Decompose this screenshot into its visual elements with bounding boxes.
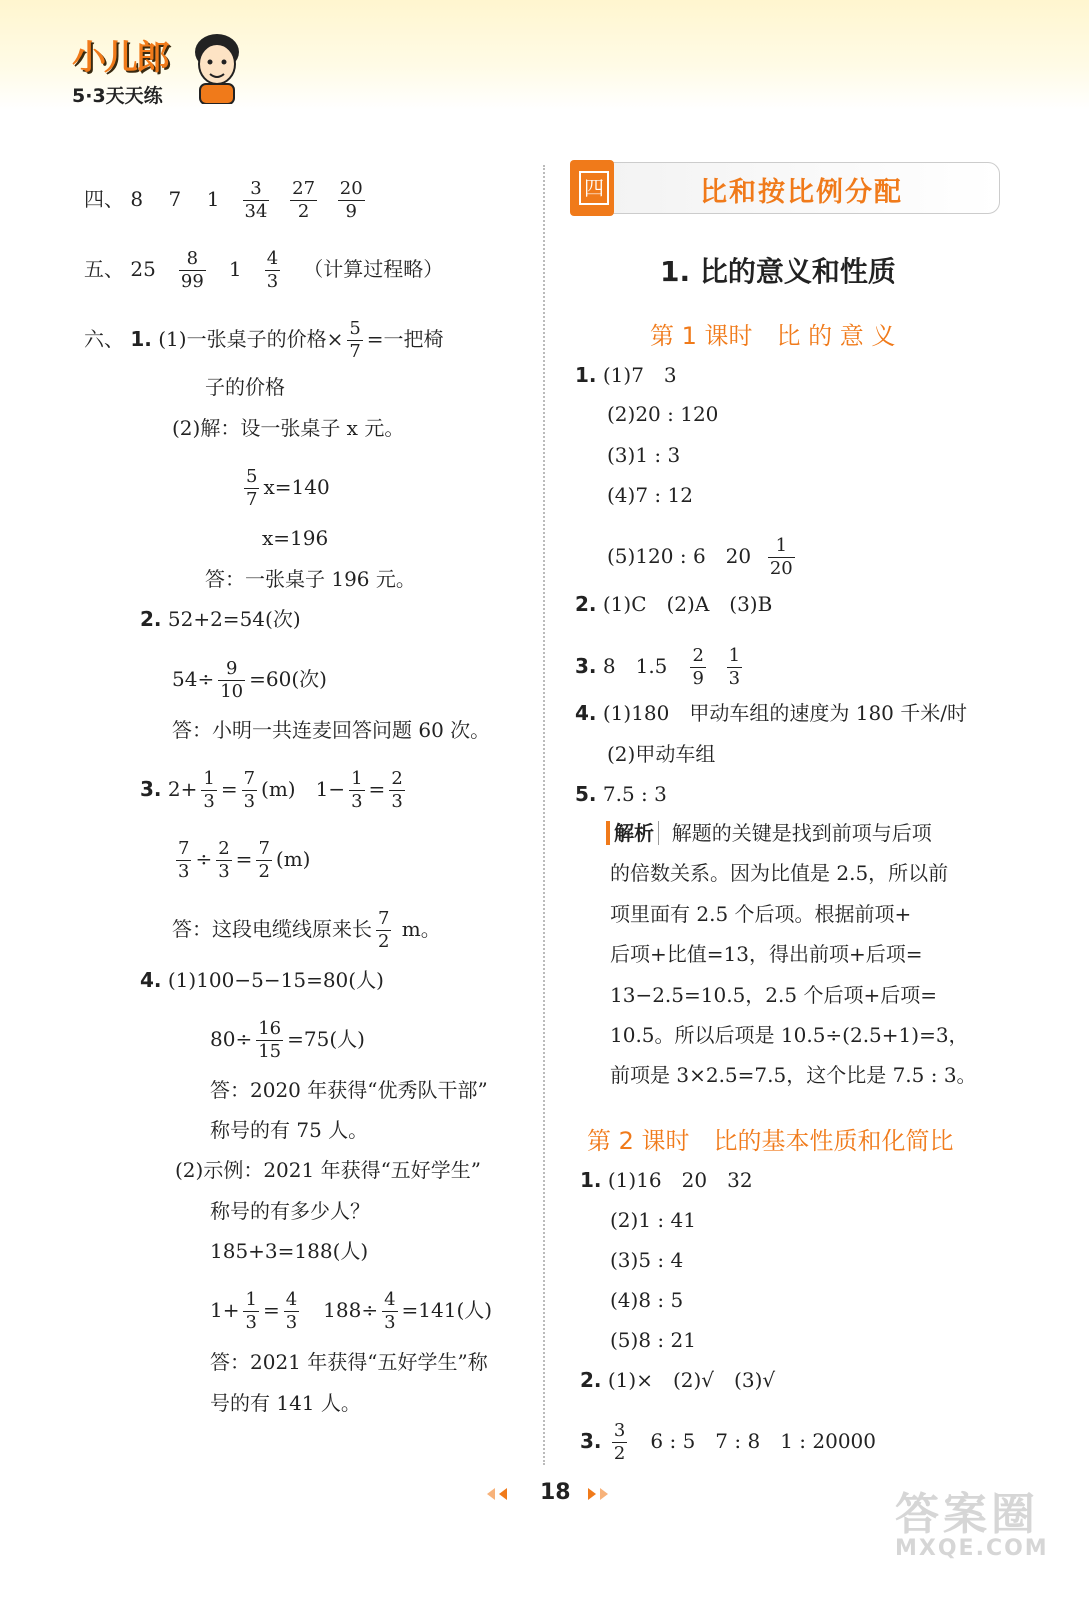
question-number: 4. (575, 701, 597, 725)
watermark (895, 1478, 1049, 1561)
next-arrow-icon[interactable] (588, 1488, 596, 1500)
analysis-line: 项里面有 2.5 个后项。根据前项+ (610, 901, 912, 926)
question-number: 5. (575, 782, 597, 806)
q6-4b-equation: 1+ $\frac{1}{3}$ = $\frac{4}{3}$ 188÷ $\frac{4}{3}$ =141(人) (210, 1289, 493, 1333)
fraction: $\frac{2}{3}$ (218, 838, 230, 882)
q6-label: 六、 (84, 327, 124, 351)
analysis-line: 13−2.5=10.5，2.5 个后项+后项= (610, 982, 937, 1007)
watermark-text: 答案圈 (895, 1489, 1039, 1540)
chapter-title: 比和按比例分配 (700, 177, 903, 208)
chapter-number: 四 (579, 171, 609, 205)
q6-4b-cont: 称号的有多少人？ (210, 1199, 370, 1223)
q5-fraction: $\frac{4}{3}$ (266, 248, 279, 292)
q6-1a-text: =一把椅 (366, 327, 444, 351)
fraction: $\frac{1}{20}$ (769, 535, 793, 579)
fraction: $\frac{7}{3}$ (243, 768, 256, 812)
fraction: $\frac{2}{3}$ (391, 768, 403, 812)
q6-1-answer: 答：一张桌子 196 元。 (205, 567, 416, 591)
q6-3-equation: $\frac{7}{3}$ ÷ $\frac{2}{3}$ = $\frac{7}{2}$ (m) (178, 838, 311, 882)
fraction: $\frac{5}{7}$ (349, 318, 361, 362)
lesson-title: 第 1 课时 比 的 意 义 (650, 322, 896, 350)
q4-label: 四、 (84, 187, 124, 211)
q6-4-answer-cont: 称号的有 75 人。 (210, 1118, 369, 1142)
q6-4b-calc: 185+3=188(人) (210, 1239, 369, 1263)
watermark-url: MXQE.COM (895, 1536, 1049, 1561)
q5-line (84, 248, 443, 293)
l2-q1-b: (2)1 : 41 (610, 1208, 696, 1232)
q5-value: 25 (130, 257, 156, 281)
q6-3-number: 3. (140, 777, 162, 801)
fraction: $\frac{1}{3}$ (203, 768, 215, 812)
q6-3-line: 3. 2+ $\frac{1}{3}$ = $\frac{7}{3}$ (m) 1− $\frac{1}{3}$ = $\frac{2}{3}$ (140, 768, 403, 812)
q6-1b-equation: $\frac{5}{7}$ x=140 (246, 466, 330, 510)
analysis-tag: 解析 (606, 821, 659, 845)
q6-3-answer: 答：这段电缆线原来长 $\frac{7}{2}$ m。 (172, 908, 441, 952)
l2-q3-line: 3. $\frac{3}{2}$ 6 : 5 7 : 8 1 : 20000 (580, 1420, 877, 1464)
mascot-icon (190, 30, 244, 104)
l1-q1-line: 1. (1)7 3 (575, 363, 677, 387)
q6-1b-result: x=196 (262, 526, 329, 550)
fraction: $\frac{1}{3}$ (351, 768, 363, 812)
question-number: 2. (580, 1368, 602, 1392)
q6-4-equation: 80÷ $\frac{16}{15}$ =75(人) (210, 1018, 365, 1062)
q6-1a-cont: 子的价格 (205, 375, 285, 399)
q6-1a-text: (1)一张桌子的价格× (158, 327, 344, 351)
fraction: $\frac{1}{3}$ (245, 1289, 257, 1333)
q5-fraction: $\frac{8}{99}$ (180, 248, 204, 292)
l1-q2-line: 2. (1)C (2)A (3)B (575, 592, 773, 616)
l1-q1-e: (5)120 : 6 20 $\frac{1}{20}$ (607, 535, 793, 579)
logo-brand: 小儿郎 (72, 38, 168, 78)
logo (72, 30, 168, 108)
q6-1b-line: (2)解：设一张桌子 x 元。 (172, 416, 405, 440)
l1-q1-b: (2)20 : 120 (607, 402, 719, 426)
fraction: $\frac{5}{7}$ (246, 466, 258, 510)
analysis-line: 10.5。所以后项是 10.5÷(2.5+1)=3， (610, 1023, 969, 1048)
q4-fraction: $\frac{27}{2}$ (292, 178, 316, 222)
question-number: 1. (575, 363, 597, 387)
question-number: 1. (580, 1168, 602, 1192)
q5-value: 1 (228, 257, 242, 281)
analysis-line: 后项+比值=13，得出前项+后项= (610, 942, 923, 967)
q4-value: 8 (130, 187, 144, 211)
fraction: $\frac{7}{2}$ (258, 838, 270, 882)
l1-q1-c: (3)1 : 3 (607, 443, 681, 467)
l2-q1-line: 1. (1)16 20 32 (580, 1168, 753, 1192)
l2-q1-e: (5)8 : 21 (610, 1328, 696, 1352)
analysis-line: 解析 解题的关键是找到前项与后项 (606, 813, 1010, 853)
q4-fraction: $\frac{20}{9}$ (339, 178, 363, 222)
analysis-line: 前项是 3×2.5=7.5，这个比是 7.5 : 3。 (610, 1063, 977, 1088)
logo-series: 5·3天天练 (72, 85, 163, 107)
q6-2-answer: 答：小明一共连麦回答问题 60 次。 (172, 718, 491, 742)
q6-2-number: 2. (140, 607, 162, 631)
question-number: 3. (575, 654, 597, 678)
fraction: $\frac{3}{2}$ (613, 1420, 626, 1464)
chapter-header (570, 160, 1000, 216)
l1-q1-d: (4)7 : 12 (607, 483, 693, 507)
lesson-title: 第 2 课时 比的基本性质和化简比 (587, 1127, 954, 1155)
page-number: 18 (540, 1480, 571, 1505)
q4-value: 1 (206, 187, 220, 211)
q4-value: 7 (168, 187, 182, 211)
l2-q1-c: (3)5 : 4 (610, 1248, 684, 1272)
prev-arrow-icon[interactable] (499, 1488, 507, 1500)
fraction: $\frac{16}{15}$ (258, 1018, 282, 1062)
fraction: $\frac{4}{3}$ (285, 1289, 298, 1333)
l1-q3-line: 3. 8 1.5 $\frac{2}{9}$ $\frac{1}{3}$ (575, 645, 741, 689)
fraction: $\frac{7}{3}$ (178, 838, 190, 882)
page-navigator (485, 1480, 615, 1510)
q6-4-number: 4. (140, 968, 162, 992)
fraction: $\frac{1}{3}$ (728, 645, 741, 689)
q4-fraction: $\frac{3}{34}$ (244, 178, 268, 222)
l1-q4-b: (2)甲动车组 (607, 742, 716, 766)
question-number: 2. (575, 592, 597, 616)
q6-4b-answer: 答：2021 年获得“五好学生”称 (210, 1350, 488, 1374)
l2-q2-line: 2. (1)× (2)√ (3)√ (580, 1368, 776, 1392)
q5-label: 五、 (84, 257, 124, 281)
question-number: 3. (580, 1429, 602, 1453)
q4-line (84, 178, 369, 223)
next-arrow-icon[interactable] (600, 1488, 608, 1500)
q6-1-number: 1. (130, 327, 152, 351)
fraction: $\frac{9}{10}$ (220, 658, 244, 702)
l2-q1-d: (4)8 : 5 (610, 1288, 684, 1312)
analysis-block (610, 813, 1010, 1096)
analysis-line: 的倍数关系。因为比值是 2.5，所以前 (610, 861, 949, 886)
l1-q5-line: 5. 7.5 : 3 (575, 782, 667, 806)
fraction: $\frac{2}{9}$ (692, 645, 704, 689)
fraction: $\frac{4}{3}$ (384, 1289, 396, 1333)
q6-4b-line: (2)示例：2021 年获得“五好学生” (175, 1158, 482, 1182)
q5-note: （计算过程略） (303, 257, 444, 281)
l1-q4-line: 4. (1)180 甲动车组的速度为 180 千米/时 (575, 701, 968, 725)
column-divider (543, 165, 545, 1465)
q6-4b-answer-cont: 号的有 141 人。 (210, 1391, 361, 1415)
q6-1a-line (84, 318, 444, 363)
q6-4-answer: 答：2020 年获得“优秀队干部” (210, 1078, 488, 1102)
section-title: 1. 比的意义和性质 (660, 255, 896, 288)
fraction: $\frac{7}{2}$ (378, 908, 390, 952)
q6-2-equation: 54÷ $\frac{9}{10}$ =60(次) (172, 658, 327, 702)
q6-2-line: 2. 52+2=54(次) (140, 607, 301, 631)
q6-4-line: 4. (1)100−5−15=80(人) (140, 968, 384, 992)
prev-arrow-icon[interactable] (487, 1488, 495, 1500)
